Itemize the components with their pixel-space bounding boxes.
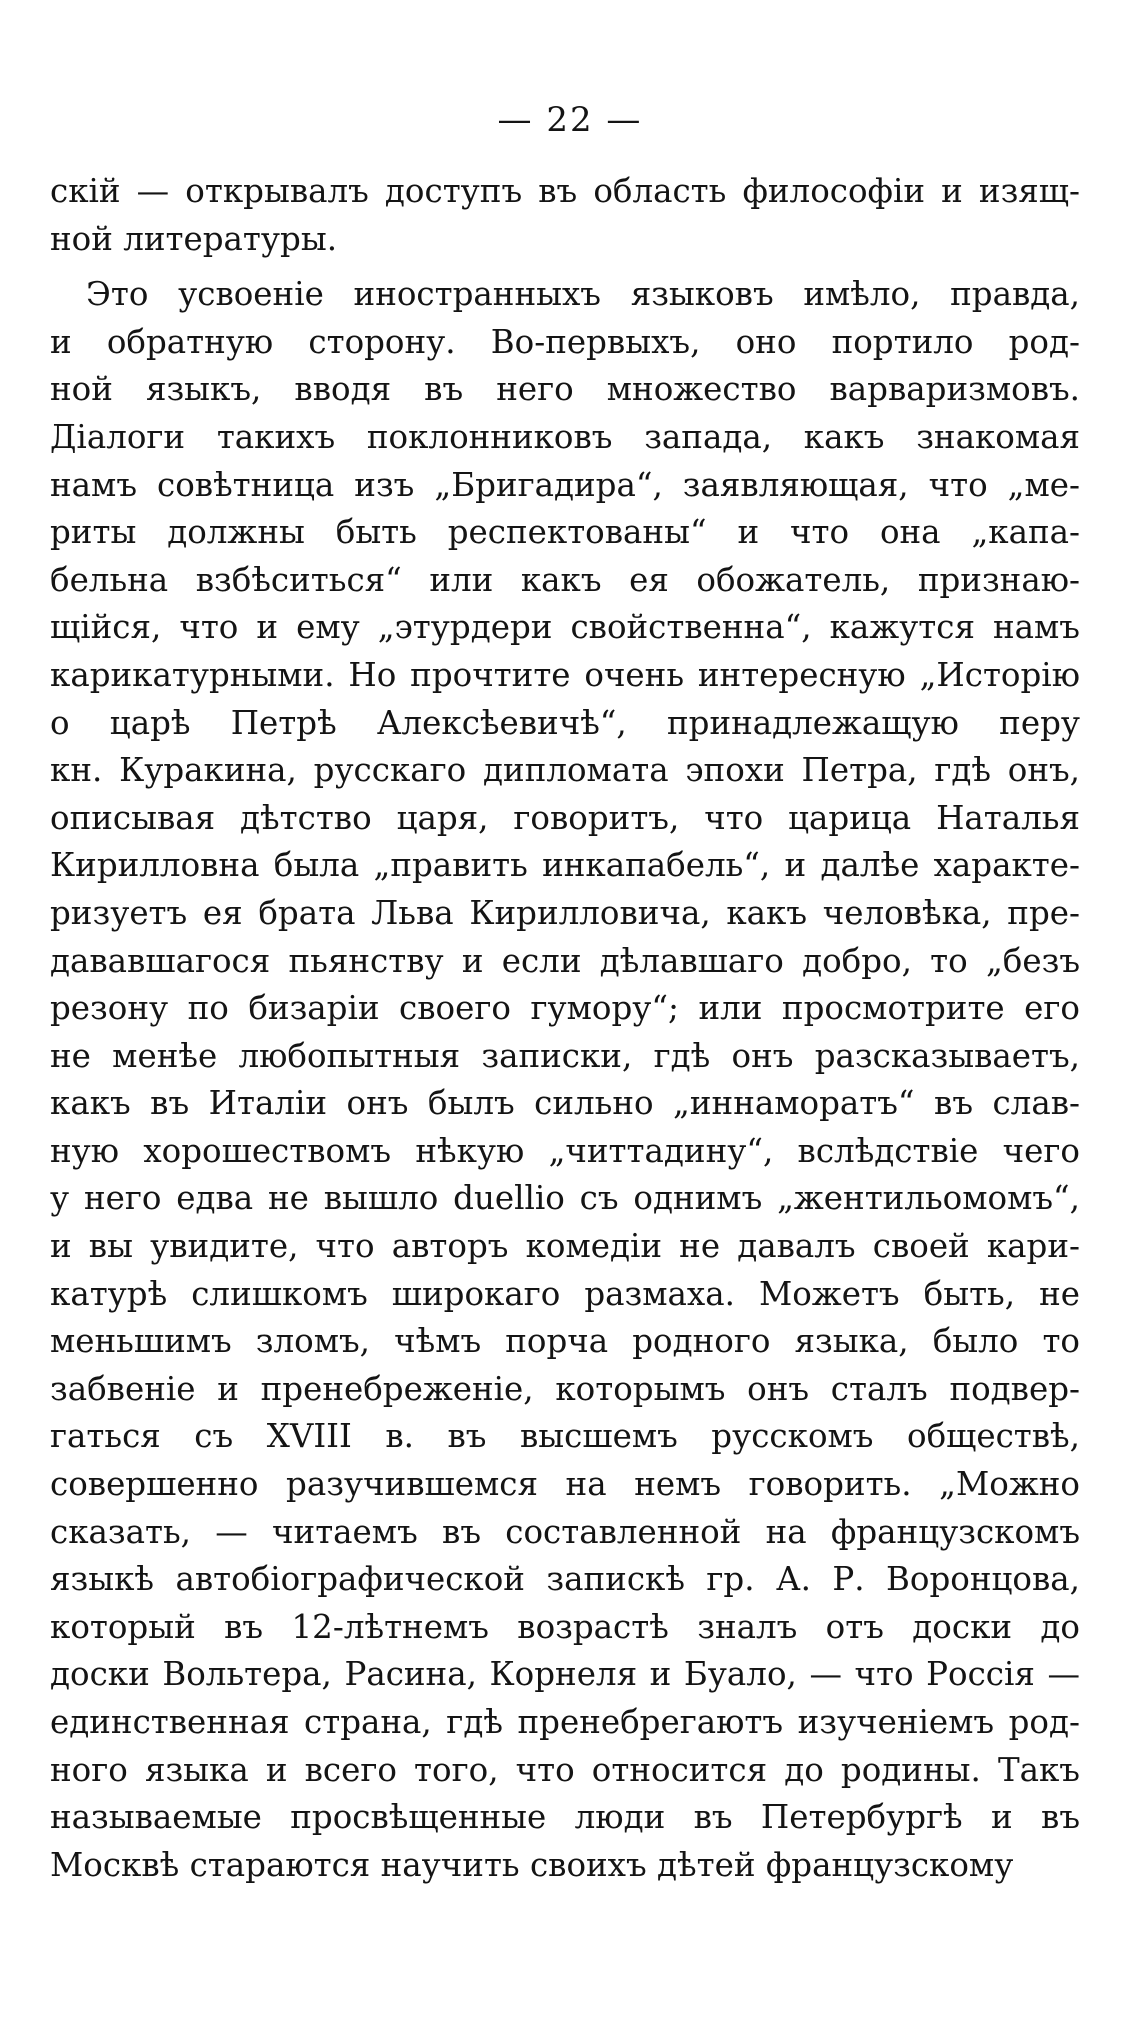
text-line: Это усвоеніе иностранныхъ языковъ имѣло, правда, [86,275,1080,314]
text-line: забвеніе и пренебреженіе, которымъ онъ сталъ подвер- [50,1369,1080,1408]
paragraph-gap [50,263,1080,271]
text-line: не менѣе любопытныя записки, гдѣ онъ разсказываетъ, [50,1036,1080,1075]
body-text [50,168,1080,1889]
text-line: языкѣ автобіографической запискѣ гр. А. Р. Воронцова, [50,1560,1080,1599]
text-line: единственная страна, гдѣ пренебрегаютъ изученіемъ род- [50,1703,1080,1741]
text-line: называемые просвѣщенные люди въ Петербургѣ и въ [50,1798,1080,1837]
text-line: описывая дѣтство царя, говоритъ, что царица Наталья [50,798,1080,837]
text-line: ной литературы. [50,219,338,258]
text-line: карикатурными. Но прочтите очень интересную „Исторію [50,655,1080,694]
text-line: ризуетъ ея брата Льва Кирилловича, какъ человѣка, пре- [50,893,1080,932]
text-line: катурѣ слишкомъ широкаго размаха. Можетъ быть, не [50,1274,1080,1313]
text-line: ной языкъ, вводя въ него множество варваризмовъ. [50,370,1080,409]
page-number: — 22 — [497,100,643,140]
text-line: который въ 12-лѣтнемъ возрастѣ зналъ отъ доски до [50,1607,1080,1646]
text-line: резону по бизаріи своего гумору“; или просмотрите его [50,989,1080,1028]
text-line: сказать, — читаемъ въ составленной на французскомъ [50,1512,1080,1551]
paragraph [50,271,1080,1889]
text-line: совершенно разучившемся на немъ говорить. „Можно [50,1465,1080,1504]
text-line: ную хорошествомъ нѣкую „читтадину“, вслѣдствіе чего [50,1131,1080,1170]
paragraph [50,168,1080,263]
text-line: намъ совѣтница изъ „Бригадира“, заявляющая, что „ме- [50,465,1080,504]
text-line: скій — открывалъ доступъ въ область философіи и изящ- [50,172,1080,210]
text-line: щійся, что и ему „этурдери свойственна“, кажутся намъ [50,608,1080,647]
text-line: бельна взбѣситься“ или какъ ея обожатель, признаю- [50,560,1080,599]
text-line: и обратную сторону. Во-первыхъ, оно портило род- [50,322,1080,361]
text-line: ного языка и всего того, что относится до родины. Такъ [50,1750,1080,1789]
text-line: риты должны быть респектованы“ и что она „капа- [50,513,1080,552]
text-line: меньшимъ зломъ, чѣмъ порча родного языка, было то [50,1322,1080,1361]
text-line: Діалоги такихъ поклонниковъ запада, какъ знакомая [50,417,1080,456]
text-line: Москвѣ стараются научить своихъ дѣтей французскому [50,1845,1014,1884]
text-line: доски Вольтера, Расина, Корнеля и Буало, — что Россія — [50,1655,1080,1694]
text-line: гаться съ XVIII в. въ высшемъ русскомъ обществѣ, [50,1417,1080,1456]
text-line: Кирилловна была „править инкапабель“, и далѣе характе- [50,846,1080,885]
text-line: у него едва не вышло duellio съ однимъ „жентильомомъ“, [50,1179,1080,1218]
text-line: дававшагося пьянству и если дѣлавшаго добро, то „безъ [50,941,1080,980]
text-line: какъ въ Италіи онъ былъ сильно „иннаморатъ“ въ слав- [50,1084,1080,1123]
text-line: о царѣ Петрѣ Алексѣевичѣ“, принадлежащую перу [50,703,1080,742]
text-line: кн. Куракина, русскаго дипломата эпохи Петра, гдѣ онъ, [50,751,1080,790]
text-line: и вы увидите, что авторъ комедіи не давалъ своей кари- [50,1227,1080,1266]
